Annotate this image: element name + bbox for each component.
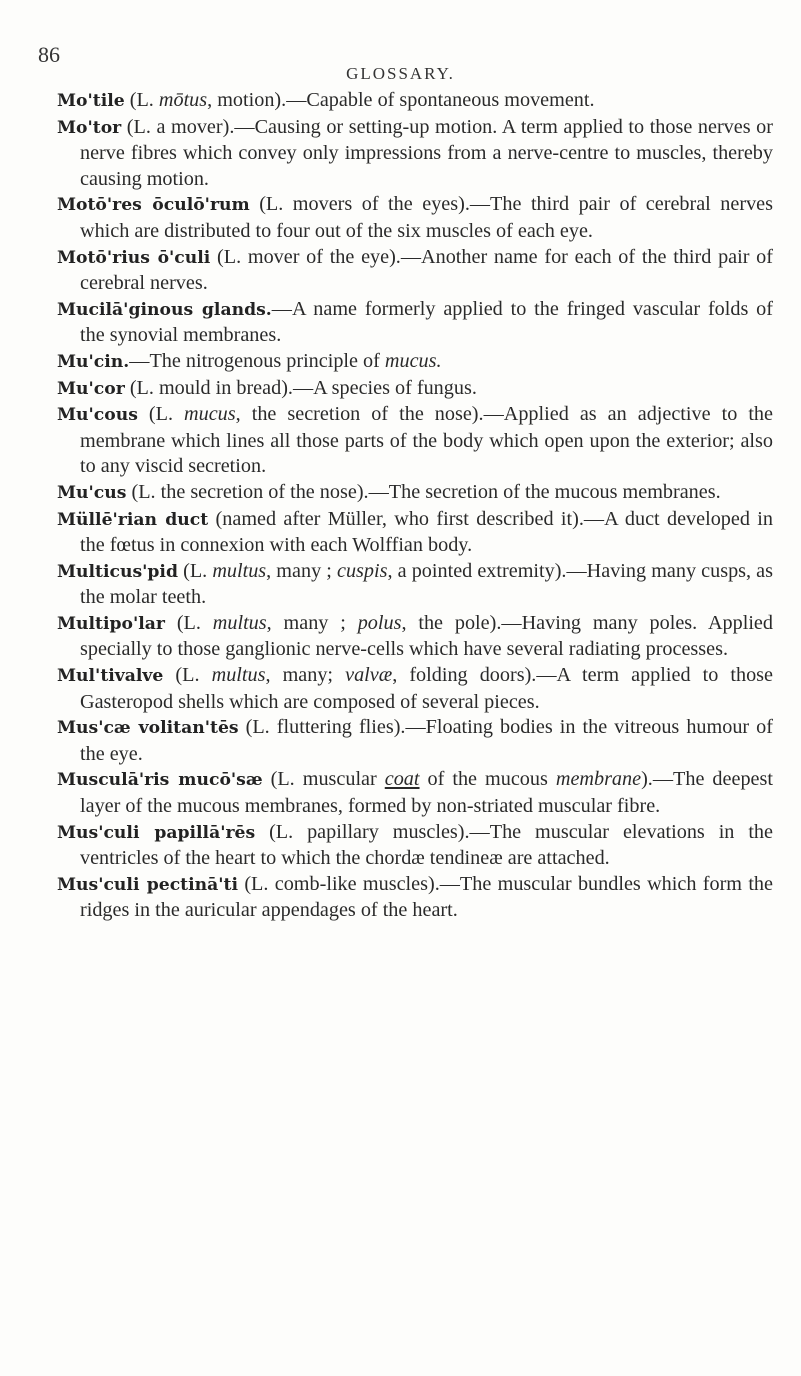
glossary-entry [57, 245, 773, 297]
entry-headword: Mo'tor [57, 117, 122, 138]
entry-headword: Mucilā'ginous glands. [57, 299, 272, 320]
entry-headword: Mu'cor [57, 378, 125, 399]
entry-headword: Müllē'rian duct [57, 509, 209, 530]
glossary-entry [57, 715, 773, 767]
entry-headword: Mus'cæ volitan'tēs [57, 718, 239, 739]
entry-definition: (L. mover of the eye).—Another name for each of the third pair of cerebral nerves. [80, 245, 773, 295]
glossary-entry [57, 297, 773, 349]
entry-headword: Mu'cin. [57, 351, 130, 372]
entry-definition: (L. mucus, the secretion of the nose).—Applied as an adjective to the membrane which lines all those parts of the body which open upon the exterior; also to any viscid secretion. [80, 403, 773, 478]
entry-headword: Motō'rius ō'culi [57, 247, 211, 268]
glossary-entry [57, 663, 773, 715]
entry-definition: —The nitrogenous principle of mucus. [129, 349, 442, 372]
entry-definition: (L. fluttering flies).—Floating bodies in the vitreous humour of the eye. [80, 716, 773, 765]
glossary-entry [57, 115, 773, 193]
entry-headword: Mus'culi papillā'rēs [57, 822, 256, 843]
glossary-entries [57, 88, 773, 924]
entry-headword: Mus'culi pectinā'ti [57, 874, 238, 895]
glossary-entry [57, 872, 773, 924]
glossary-entry [57, 192, 773, 244]
glossary-entry [57, 611, 773, 663]
entry-definition: (L. multus, many ; polus, the pole).—Having many poles. Applied specially to those ganglionic nerve-cells which have several radiating processes. [80, 611, 773, 661]
entry-definition: (L. multus, many; valvæ, folding doors).—A term applied to those Gasteropod shells which are composed of several pieces. [80, 664, 773, 713]
glossary-entry [57, 820, 773, 872]
glossary-entry [57, 349, 773, 376]
entry-definition: (L. papillary muscles).—The muscular elevations in the ventricles of the heart to which the chordæ tendineæ are attached. [80, 820, 773, 870]
entry-headword: Mu'cus [57, 482, 127, 503]
entry-headword: Musculā'ris mucō'sæ [57, 770, 263, 791]
entry-definition: (L. movers of the eyes).—The third pair of cerebral nerves which are distributed to four out of the six muscles of each eye. [80, 193, 773, 242]
glossary-entry [57, 480, 773, 507]
entry-definition: (L. mould in bread).—A species of fungus. [124, 376, 477, 399]
entry-headword: Mu'cous [57, 405, 138, 426]
entry-definition: (L. mōtus, motion).—Capable of spontaneous movement. [124, 89, 595, 111]
entry-definition: (named after Müller, who first described it).—A duct developed in the fœtus in connexion with each Wolffian body. [80, 507, 773, 557]
page-header [0, 42, 801, 82]
entry-definition: (L. the secretion of the nose).—The secretion of the mucous membranes. [126, 480, 721, 503]
entry-definition: (L. a mover).—Causing or setting-up motion. A term applied to those nerves or nerve fibres which convey only impressions from a nerve-centre to muscles, thereby causing motion. [80, 115, 773, 190]
glossary-entry [57, 376, 773, 403]
page-number: 86 [38, 42, 60, 67]
entry-headword: Motō'res ōculō'rum [57, 195, 250, 216]
glossary-entry [57, 402, 773, 480]
entry-headword: Mul'tivalve [57, 666, 164, 687]
glossary-entry [57, 507, 773, 559]
entry-definition: (L. comb-like muscles).—The muscular bundles which form the ridges in the auricular appendages of the heart. [80, 872, 773, 922]
glossary-entry [57, 767, 773, 819]
glossary-entry [57, 559, 773, 611]
entry-headword: Mo'tile [57, 91, 125, 111]
entry-definition: (L. multus, many ; cuspis, a pointed extremity).—Having many cusps, as the molar teeth. [80, 559, 773, 609]
entry-headword: Multipo'lar [57, 613, 165, 634]
entry-headword: Multicus'pid [57, 561, 178, 582]
entry-definition: —A name formerly applied to the fringed vascular folds of the synovial membranes. [80, 297, 773, 347]
glossary-entry [57, 88, 773, 115]
entry-definition: (L. muscular coat of the mucous membrane).—The deepest layer of the mucous membranes, formed by non-striated muscular fibre. [80, 768, 773, 818]
running-head: GLOSSARY. [346, 64, 455, 83]
